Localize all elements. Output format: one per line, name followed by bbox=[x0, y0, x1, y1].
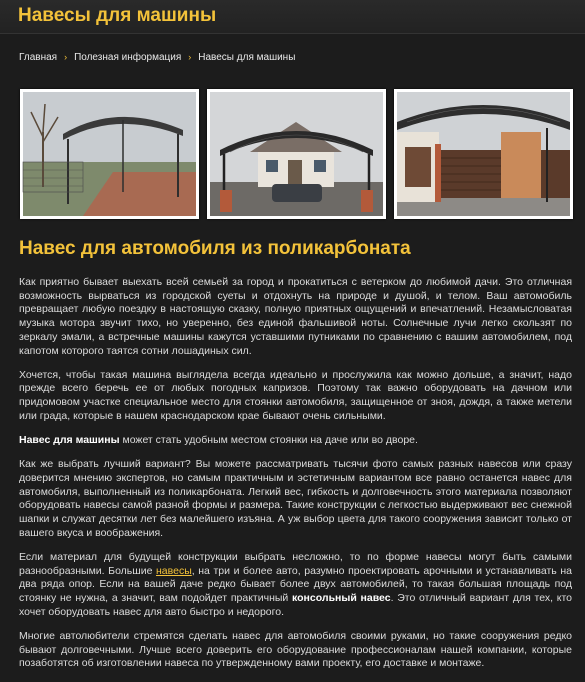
breadcrumb-current: Навесы для машины bbox=[198, 52, 296, 63]
header-bar bbox=[0, 0, 585, 34]
article-paragraph: Как приятно бывает выехать всей семьей за город и прокатиться с ветерком до любимой дачи. Это отличная возможность вырваться из городской суеты и отдохнуть на природе и душой, и телом. Ваш автомобиль превращает любую поездку в настоящую сказку, полную приятных ощущений и впечатлений. Незамысловатая музыка мотора звучит тихо, но уверенно, без единой фальшивой ноты. Солнечные лучи легко скользят по зеркалу эмали, а встречные машины кажутся уставшими путниками по сравнению с вашим автомобилем, под капотом которого таятся сотни лошадиных сил. bbox=[19, 276, 572, 357]
page-title: Навесы для машины bbox=[18, 5, 217, 26]
paragraph-text: Если материал для будущей конструкции выбрать несложно, то по форме навесы могут быть самыми разнообразными. Большие bbox=[19, 550, 572, 577]
breadcrumb-home[interactable]: Главная bbox=[19, 52, 58, 63]
article-paragraph: Как же выбрать лучший вариант? Вы можете рассматривать тысячи фото самых разных навесов или сразу доверится мнению экспертов, но самым практичным и эстетичным вариантом все равно останется навес для автомобиля, выполненный из поликарбоната. Легкий вес, гибкость и долговечность этого материала позволяют оборудовать навесы самой разной формы и размера. Такие конструкции с легкостью выдерживают вес снежной шапки и служат десятки лет без малейшего изъяна. А уж выбор цвета для такого сооружения зависит только от вашего вкуса и воображения. bbox=[19, 458, 572, 539]
gallery-photo-3[interactable] bbox=[394, 89, 573, 219]
article-paragraph bbox=[19, 434, 572, 448]
article-paragraph: Многие автолюбители стремятся сделать навес для автомобиля своими руками, но такие сооружения редко бывают долговечными. Лучше всего доверить его оборудование профессионалам нашей компании, которые позаботятся об изготовлении навеса по утвержденному вами проекту, его доставке и монтаже. bbox=[19, 629, 572, 670]
article-paragraph bbox=[19, 551, 572, 620]
breadcrumb-separator-icon: › bbox=[188, 52, 192, 62]
canopies-link[interactable]: навесы bbox=[156, 564, 192, 577]
paragraph-text: . Это отличный вариант для тех, кто хочет оборудовать навес для авто быстро и недорого. bbox=[19, 592, 572, 618]
article-title: Навес для автомобиля из поликарбоната bbox=[19, 238, 411, 259]
paragraph-text: , на три и более авто, разумно проектировать арочными и устанавливать на два ряда опор. Если на вашей даче редко бывает более двух автомобилей, то такая большая площадь под стоянку не нужна, а значит, вам подойдет практичный bbox=[19, 564, 573, 605]
carport-photo-3-icon bbox=[397, 92, 570, 216]
photo-gallery bbox=[20, 89, 573, 219]
gallery-photo-2[interactable] bbox=[207, 89, 386, 219]
carport-photo-1-icon bbox=[23, 92, 196, 216]
paragraph-text: может стать удобным местом стоянки на даче или во дворе. bbox=[119, 434, 418, 447]
article-body bbox=[19, 276, 572, 682]
gallery-photo-1[interactable] bbox=[20, 89, 199, 219]
carport-photo-2-icon bbox=[210, 92, 383, 216]
article-paragraph: Хочется, чтобы такая машина выглядела всегда идеально и прослужила как можно дольше, а значит, надо прежде всего беречь ее от любых погодных капризов. Поэтому так важно оборудовать на дачном или придомовом участке специальное место для стоянки автомобиля, защищенное от зноя, дождя, а также метели или града, которые в нашем краснодарском крае бывают очень сильными. bbox=[19, 368, 572, 422]
breadcrumb-useful-info[interactable]: Полезная информация bbox=[74, 52, 182, 63]
bold-keyword: Навес для машины bbox=[19, 434, 120, 447]
bold-keyword: консольный навес bbox=[292, 592, 391, 605]
breadcrumb bbox=[19, 52, 295, 63]
breadcrumb-separator-icon: › bbox=[64, 52, 68, 62]
